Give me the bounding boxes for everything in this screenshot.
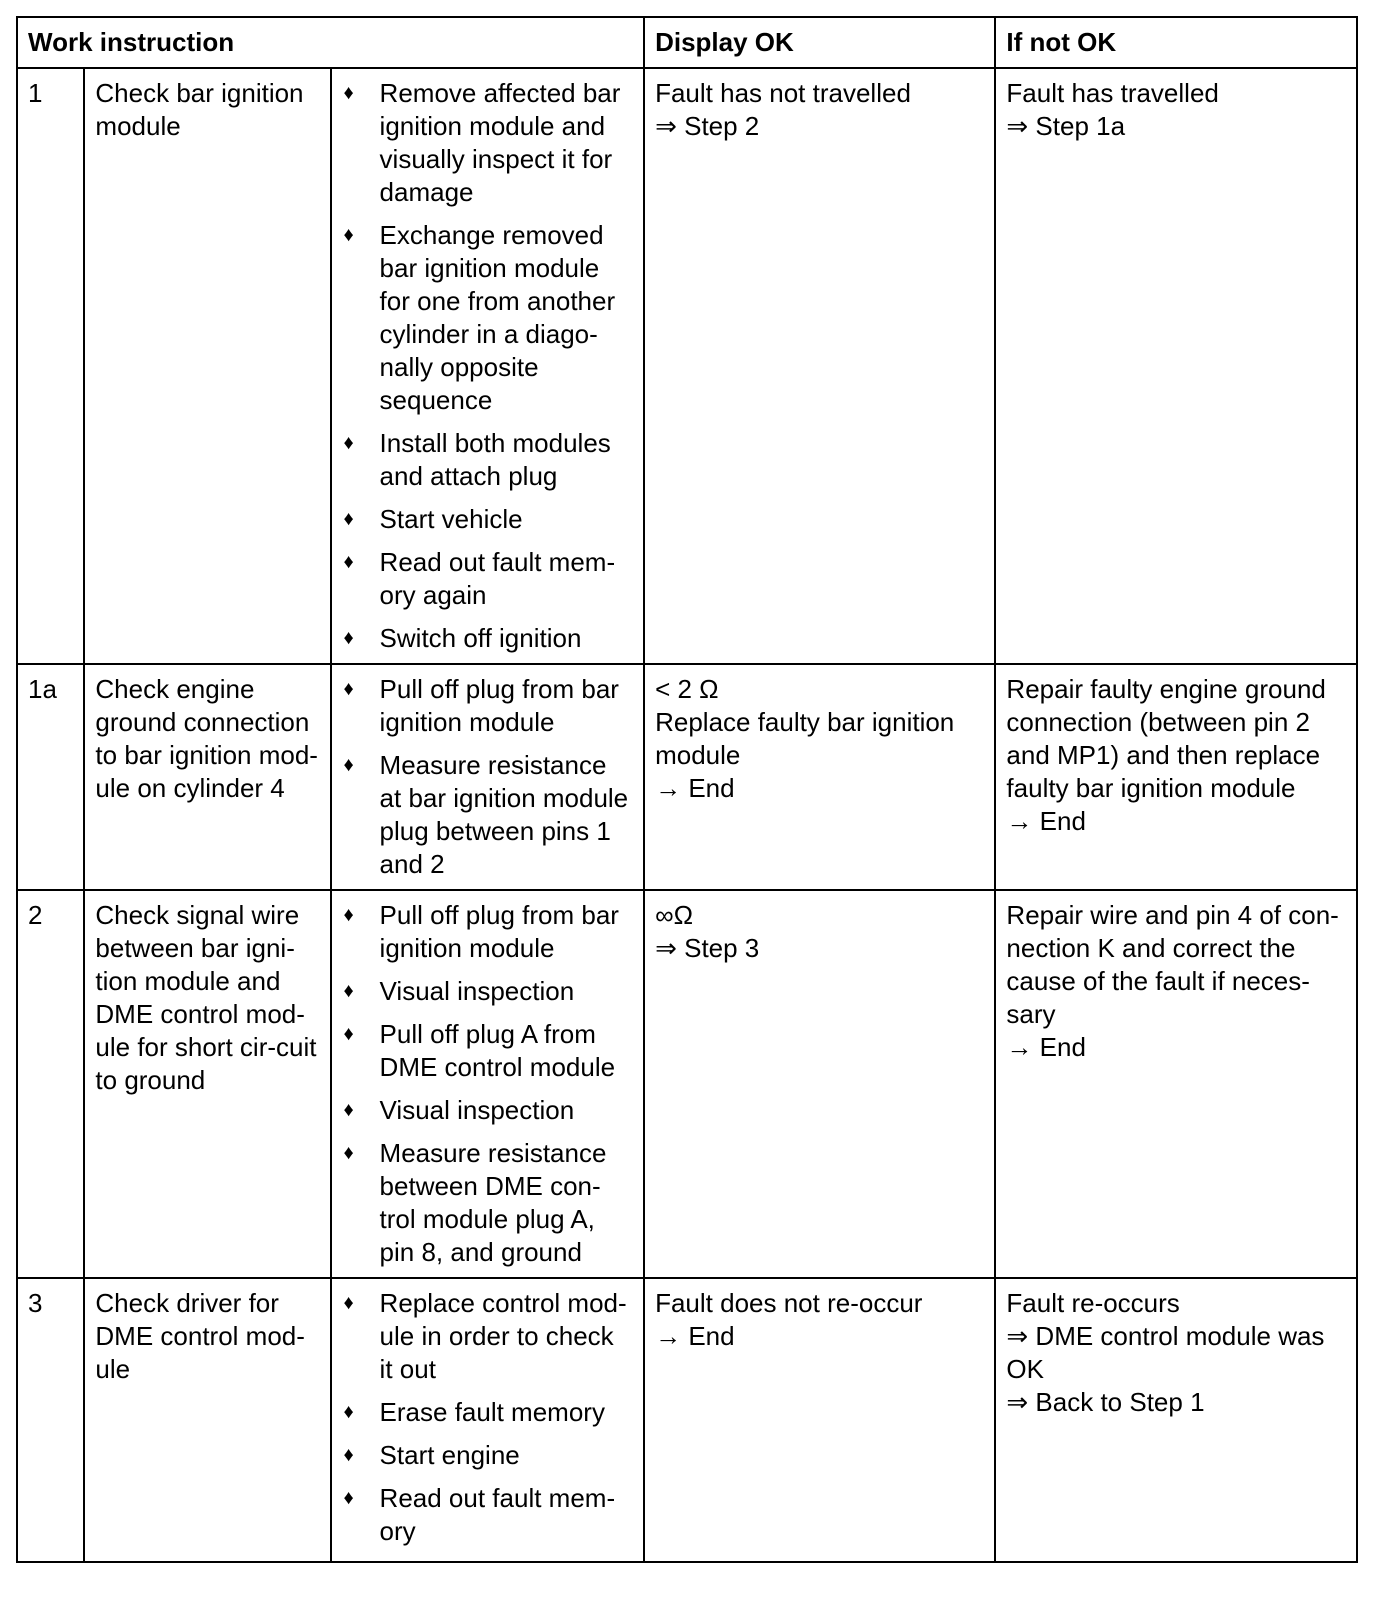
if-not-ok-cell [995, 664, 1357, 890]
diamond-bullet-icon: ♦ [343, 1023, 354, 1045]
diamond-bullet-icon: ♦ [343, 1142, 354, 1164]
diamond-bullet-icon: ♦ [343, 508, 354, 530]
display-ok-value: ∞Ω [655, 900, 694, 930]
action-list [342, 77, 634, 655]
table-row [17, 68, 1357, 664]
action-list-cell [331, 664, 645, 890]
step-number: 1a [17, 664, 84, 890]
diamond-bullet-icon: ♦ [343, 1099, 354, 1121]
list-item [342, 219, 634, 417]
display-ok-cell [644, 664, 995, 890]
action-list [342, 1287, 634, 1548]
display-ok-next-step: ⇒ Step 3 [655, 933, 760, 963]
action-text: Measure resistance at bar ignition module plug between pins 1 and 2 [379, 750, 629, 879]
check-description: Check driver for DME control mod-ule [84, 1278, 330, 1562]
work-instruction-table [16, 16, 1358, 1563]
step-number: 2 [17, 890, 84, 1278]
action-text: Visual inspection [379, 976, 575, 1006]
if-not-ok-detail: ⇒ DME control module was OK [1006, 1321, 1325, 1384]
diamond-bullet-icon: ♦ [343, 224, 354, 246]
display-ok-value: < 2 Ω [655, 674, 719, 704]
action-list-cell [331, 1278, 645, 1562]
if-not-ok-next-step: → End [1006, 806, 1086, 836]
list-item [342, 1137, 634, 1269]
action-text: Install both modules and attach plug [379, 428, 611, 491]
action-text: Start vehicle [379, 504, 523, 534]
check-description: Check signal wire between bar igni-tion module and DME control mod-ule for short cir-cuit to ground [84, 890, 330, 1278]
list-item [342, 1094, 634, 1127]
display-ok-text: Replace faulty bar ignition module [655, 707, 955, 770]
diamond-bullet-icon: ♦ [343, 904, 354, 926]
display-ok-cell [644, 68, 995, 664]
list-item [342, 749, 634, 881]
list-item [342, 1482, 634, 1548]
if-not-ok-next-step: → End [1006, 1032, 1086, 1062]
action-list-cell [331, 68, 645, 664]
list-item [342, 673, 634, 739]
list-item [342, 1396, 634, 1429]
action-text: Replace control mod-ule in order to check it out [379, 1288, 627, 1384]
header-display-ok: Display OK [644, 17, 995, 68]
action-text: Erase fault memory [379, 1397, 605, 1427]
action-text: Remove affected bar ignition module and visually inspect it for damage [379, 78, 621, 207]
if-not-ok-cell [995, 68, 1357, 664]
action-text: Exchange removed bar ignition module for one from another cylinder in a diago-nally opposite sequence [379, 220, 616, 415]
list-item [342, 1287, 634, 1386]
diamond-bullet-icon: ♦ [343, 754, 354, 776]
check-description: Check engine ground connection to bar ignition mod-ule on cylinder 4 [84, 664, 330, 890]
if-not-ok-text: Fault re-occurs [1006, 1288, 1180, 1318]
display-ok-next-step: → End [655, 1321, 735, 1351]
action-text: Read out fault mem-ory [379, 1483, 616, 1546]
diamond-bullet-icon: ♦ [343, 980, 354, 1002]
if-not-ok-cell [995, 1278, 1357, 1562]
action-text: Pull off plug A from DME control module [379, 1019, 616, 1082]
step-number: 3 [17, 1278, 84, 1562]
display-ok-next-step: → End [655, 773, 735, 803]
action-text: Pull off plug from bar ignition module [379, 674, 619, 737]
if-not-ok-next-step: ⇒ Step 1a [1006, 111, 1126, 141]
list-item [342, 427, 634, 493]
action-text: Read out fault mem-ory again [379, 547, 616, 610]
diamond-bullet-icon: ♦ [343, 1401, 354, 1423]
check-description: Check bar ignition module [84, 68, 330, 664]
action-text: Switch off ignition [379, 623, 582, 653]
header-if-not-ok: If not OK [995, 17, 1357, 68]
display-ok-cell [644, 1278, 995, 1562]
display-ok-text: Fault does not re-occur [655, 1288, 923, 1318]
header-work-instruction: Work instruction [17, 17, 644, 68]
diamond-bullet-icon: ♦ [343, 1487, 354, 1509]
action-text: Measure resistance between DME con-trol module plug A, pin 8, and ground [379, 1138, 607, 1267]
if-not-ok-text: Repair wire and pin 4 of con-nection K and correct the cause of the fault if neces-sary [1006, 900, 1339, 1029]
table-header-row [17, 17, 1357, 68]
action-text: Visual inspection [379, 1095, 575, 1125]
diamond-bullet-icon: ♦ [343, 678, 354, 700]
diamond-bullet-icon: ♦ [343, 82, 354, 104]
diamond-bullet-icon: ♦ [343, 551, 354, 573]
list-item [342, 1018, 634, 1084]
list-item [342, 77, 634, 209]
action-text: Start engine [379, 1440, 520, 1470]
display-ok-next-step: ⇒ Step 2 [655, 111, 760, 141]
list-item [342, 622, 634, 655]
list-item [342, 1439, 634, 1472]
list-item [342, 546, 634, 612]
table-row [17, 664, 1357, 890]
list-item [342, 975, 634, 1008]
table-row [17, 890, 1357, 1278]
action-list-cell [331, 890, 645, 1278]
if-not-ok-text: Repair faulty engine ground connection (between pin 2 and MP1) and then replace faulty bar ignition module [1006, 674, 1326, 803]
action-list [342, 673, 634, 881]
display-ok-cell [644, 890, 995, 1278]
action-text: Pull off plug from bar ignition module [379, 900, 619, 963]
diamond-bullet-icon: ♦ [343, 627, 354, 649]
diamond-bullet-icon: ♦ [343, 1292, 354, 1314]
diamond-bullet-icon: ♦ [343, 1444, 354, 1466]
table-row [17, 1278, 1357, 1562]
display-ok-text: Fault has not travelled [655, 78, 911, 108]
list-item [342, 503, 634, 536]
list-item [342, 899, 634, 965]
diamond-bullet-icon: ♦ [343, 432, 354, 454]
if-not-ok-next-step: ⇒ Back to Step 1 [1006, 1387, 1205, 1417]
if-not-ok-text: Fault has travelled [1006, 78, 1219, 108]
action-list [342, 899, 634, 1269]
step-number: 1 [17, 68, 84, 664]
if-not-ok-cell [995, 890, 1357, 1278]
